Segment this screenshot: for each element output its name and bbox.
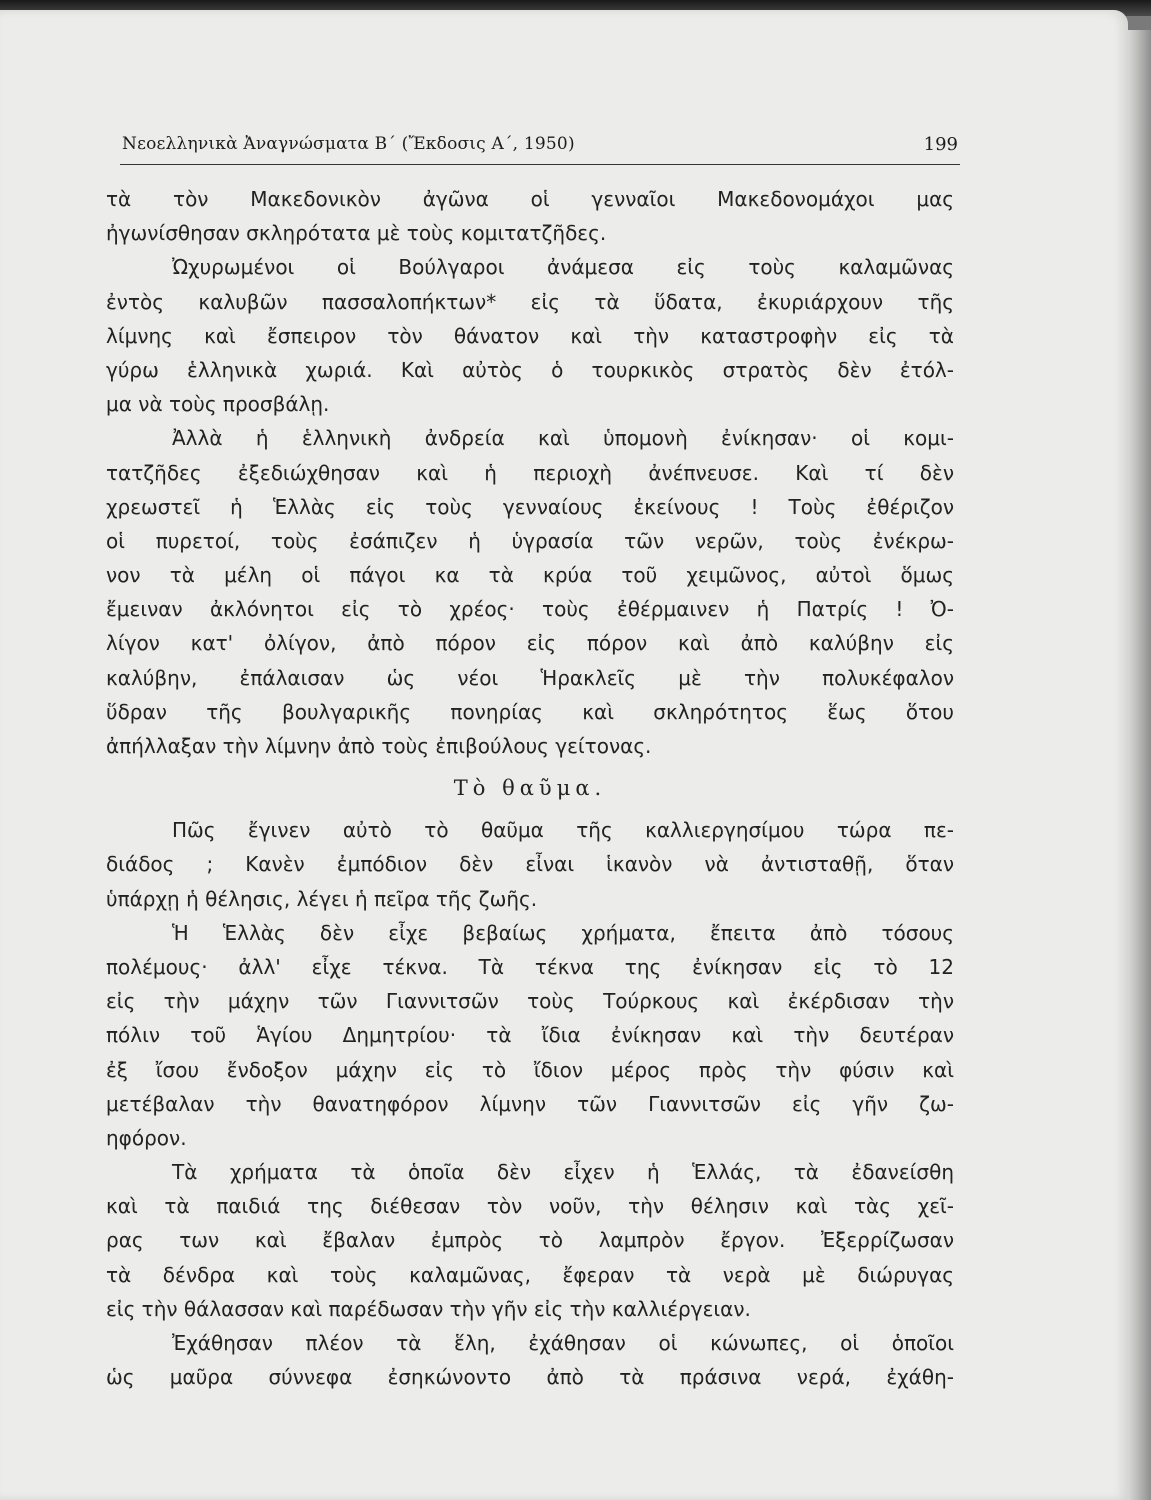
text-line: οἱ πυρετοί, τοὺς ἐσάπιζεν ἡ ὑγρασία τῶν νερῶν, τοὺς ἐνέκρω- <box>106 528 954 553</box>
text-line: πολέμους· ἀλλ' εἶχε τέκνα. Τὰ τέκνα της ἐνίκησαν εἰς τὸ 12 <box>106 954 954 979</box>
text-line: Ὠχυρωμένοι οἱ Βούλγαροι ἀνάμεσα εἰς τοὺς καλαμῶνας <box>172 255 954 280</box>
running-head <box>120 134 960 165</box>
text-line: χρεωστεῖ ἡ Ἑλλὰς εἰς τοὺς γενναίους ἐκείνους ! Τοὺς ἐθέριζον <box>106 494 954 519</box>
text-line: λίμνης καὶ ἔσπειρον τὸν θάνατον καὶ τὴν καταστροφὴν εἰς τὰ <box>106 323 954 348</box>
text-line: ὕδραν τῆς βουλγαρικῆς πονηρίας καὶ σκληρότητος ἕως ὅτου <box>106 699 954 724</box>
text-line: ρας των καὶ ἔβαλαν ἐμπρὸς τὸ λαμπρὸν ἔργον. Ἐξερρίζωσαν <box>106 1228 954 1253</box>
text-line: γύρω ἑλληνικὰ χωριά. Καὶ αὐτὸς ὁ τουρκικὸς στρατὸς δὲν ἐτόλ- <box>106 357 954 382</box>
text-before-heading <box>106 182 954 763</box>
text-line: λίγον κατ' ὀλίγον, ἀπὸ πόρον εἰς πόρον καὶ ἀπὸ καλύβην εἰς <box>106 631 954 656</box>
text-line: Ἡ Ἑλλὰς δὲν εἶχε βεβαίως χρήματα, ἔπειτα ἀπὸ τόσους <box>172 920 954 945</box>
text-line: μετέβαλαν τὴν θανατηφόρον λίμνην τῶν Γιαννιτσῶν εἰς γῆν ζω- <box>106 1091 954 1116</box>
text-line: διάδος ; Κανὲν ἐμπόδιον δὲν εἶναι ἱκανὸν νὰ ἀντισταθῇ, ὅταν <box>106 852 954 877</box>
text-line: μα νὰ τοὺς προσβάλῃ. <box>106 392 330 417</box>
text-line: Ἐχάθησαν πλέον τὰ ἕλη, ἐχάθησαν οἱ κώνωπες, οἱ ὁποῖοι <box>172 1331 954 1355</box>
text-line: καλύβην, ἐπάλαισαν ὡς νέοι Ἡρακλεῖς μὲ τὴν πολυκέφαλον <box>106 665 954 690</box>
text-line: τὰ δένδρα καὶ τοὺς καλαμῶνας, ἔφεραν τὰ νερὰ μὲ διώρυγας <box>106 1262 954 1287</box>
text-line: ἠγωνίσθησαν σκληρότατα μὲ τοὺς κομιτατζῆδες. <box>106 221 607 246</box>
text-line: πόλιν τοῦ Ἁγίου Δημητρίου· τὰ ἴδια ἐνίκησαν καὶ τὴν δευτέραν <box>106 1023 954 1048</box>
text-line: ηφόρον. <box>106 1125 187 1150</box>
text-line: ἔμειναν ἀκλόνητοι εἰς τὸ χρέος· τοὺς ἐθέρμαινεν ἡ Πατρίς ! Ὀ- <box>106 597 954 622</box>
text-line: τὰ τὸν Μακεδονικὸν ἀγῶνα οἱ γενναῖοι Μακεδονομάχοι μας <box>106 187 954 211</box>
body-text <box>106 182 954 1394</box>
text-after-heading <box>106 813 954 1394</box>
text-line: ἐντὸς καλυβῶν πασσαλοπήκτων* εἰς τὰ ὕδατα, ἐκυριάρχουν τῆς <box>106 289 954 314</box>
text-line: Πῶς ἔγινεν αὐτὸ τὸ θαῦμα τῆς καλλιεργησίμου τώρα πε- <box>172 818 954 843</box>
text-line: ἐξ ἴσου ἔνδοξον μάχην εἰς τὸ ἴδιον μέρος πρὸς τὴν φύσιν καὶ <box>106 1057 954 1082</box>
text-line: Τὰ χρήματα τὰ ὁποῖα δὲν εἶχεν ἡ Ἑλλάς, τὰ ἐδανείσθη <box>172 1160 954 1185</box>
text-line: ἀπήλλαξαν τὴν λίμνην ἀπὸ τοὺς ἐπιβούλους γείτονας. <box>106 734 652 758</box>
text-line: Ἀλλὰ ἡ ἑλληνικὴ ἀνδρεία καὶ ὑπομονὴ ἐνίκησαν· οἱ κομι- <box>172 426 954 451</box>
text-line: ὡς μαῦρα σύννεφα ἐσηκώνοντο ἀπὸ τὰ πράσινα νερά, ἐχάθη- <box>106 1365 954 1390</box>
book-page-edge <box>1128 30 1151 1500</box>
text-line: καὶ τὰ παιδιά της διέθεσαν τὸν νοῦν, τὴν θέλησιν καὶ τὰς χεῖ- <box>106 1194 954 1219</box>
section-heading: Τὸ θαῦμα. <box>453 776 607 801</box>
page-number: 199 <box>923 134 958 155</box>
text-line: νον τὰ μέλη οἱ πάγοι κα τὰ κρύα τοῦ χειμῶνος, αὐτοὶ ὅμως <box>106 563 954 588</box>
text-line: εἰς τὴν μάχην τῶν Γιαννιτσῶν τοὺς Τούρκους καὶ ἐκέρδισαν τὴν <box>106 989 954 1014</box>
text-line: ὑπάρχῃ ἡ θέλησις, λέγει ἡ πεῖρα τῆς ζωῆς. <box>106 886 538 911</box>
text-line: εἰς τὴν θάλασσαν καὶ παρέδωσαν τὴν γῆν εἰς τὴν καλλιέργειαν. <box>106 1296 751 1321</box>
running-head-title: Νεοελληνικὰ Ἀναγνώσματα Β΄ (Ἔκδοσις Α΄, 1950) <box>122 134 575 154</box>
text-line: τατζῆδες ἐξεδιώχθησαν καὶ ἡ περιοχὴ ἀνέπνευσε. Καὶ τί δὲν <box>106 460 954 485</box>
